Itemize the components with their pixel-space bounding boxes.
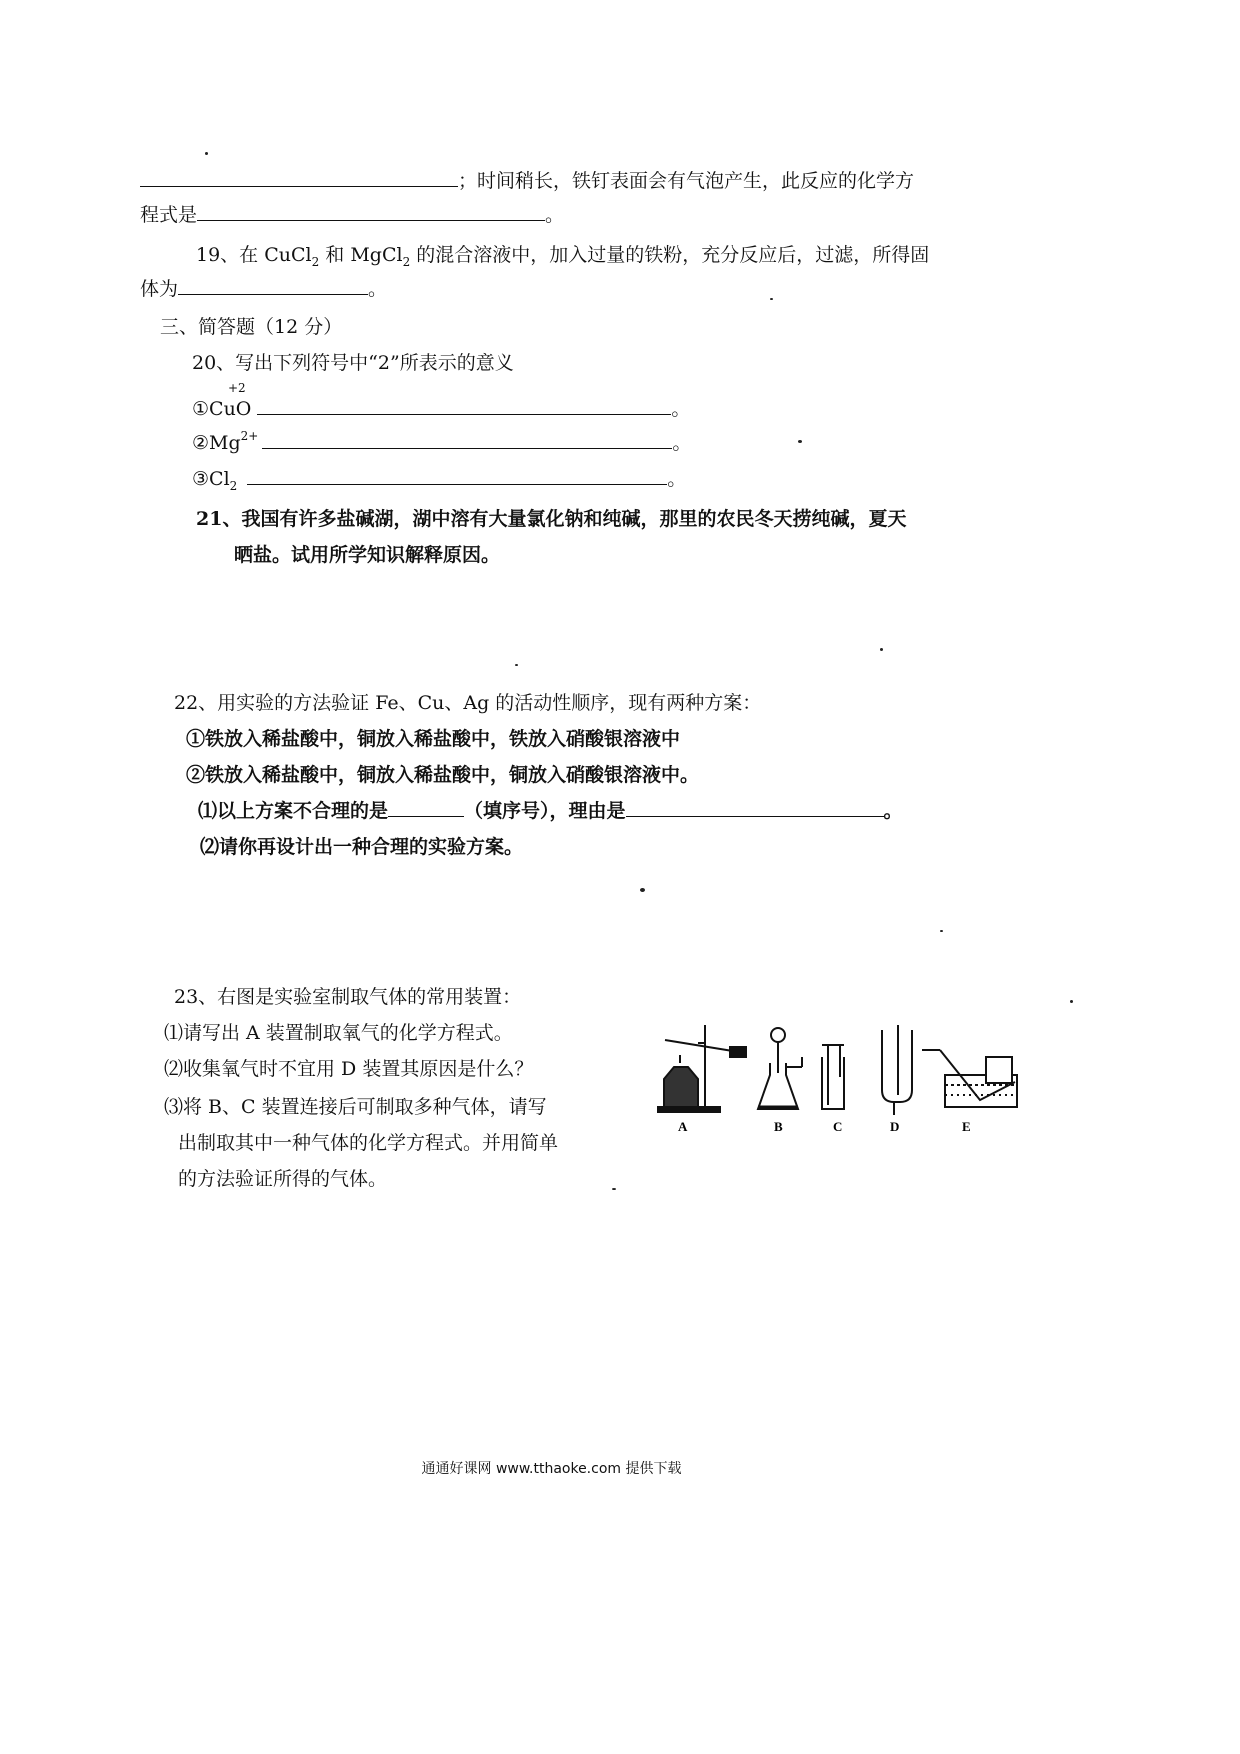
scan-speck xyxy=(640,888,645,892)
q18-blank-1[interactable] xyxy=(140,168,458,187)
figure-label-a: A xyxy=(678,1119,688,1134)
q20-item2-sup: 2+ xyxy=(240,429,259,443)
figure-label-c: C xyxy=(833,1119,843,1134)
scan-speck xyxy=(770,298,773,300)
apparatus-e xyxy=(922,1050,1017,1107)
q19-text-c: 的混合溶液中，加入过量的铁粉，充分反应后，过滤，所得固 xyxy=(410,244,930,266)
scan-speck xyxy=(1070,1000,1073,1003)
q20-item2-label: ②Mg xyxy=(192,432,241,454)
q19-line2-prefix: 体为 xyxy=(140,278,179,300)
q19-blank[interactable] xyxy=(178,276,368,295)
q19-text-a: 19、在 CuCl xyxy=(196,244,312,266)
q18-equation-line xyxy=(140,202,564,228)
q21-line-2: 晒盐。试用所学知识解释原因。 xyxy=(234,544,501,566)
q18-blank-2[interactable] xyxy=(197,202,545,221)
section-3-heading: 三、简答题（12 分） xyxy=(160,316,343,338)
footer-source: 通通好课网 www.tthaoke.com 提供下载 xyxy=(421,1461,682,1477)
q23-sub-1: ⑴请写出 A 装置制取氧气的化学方程式。 xyxy=(164,1022,513,1044)
q20-item1-label: ①CuO xyxy=(192,398,252,420)
figure-label-b: B xyxy=(774,1119,783,1134)
q22-sub1-prefix: ⑴以上方案不合理的是 xyxy=(198,800,389,822)
q22-sub1-end: 。 xyxy=(883,800,903,822)
q22-sub-1 xyxy=(198,798,903,824)
scan-speck xyxy=(612,1188,616,1190)
q20-item2-end: 。 xyxy=(672,432,692,454)
q22-sub-2: ⑵请你再设计出一种合理的实验方案。 xyxy=(200,836,524,858)
q19-sub-2: 2 xyxy=(402,255,411,269)
figure-label-e: E xyxy=(962,1119,971,1134)
apparatus-b xyxy=(758,1028,802,1109)
q19-text-b: 和 MgCl xyxy=(319,244,403,266)
q22-stem: 22、用实验的方法验证 Fe、Cu、Ag 的活动性顺序，现有两种方案： xyxy=(174,692,762,714)
q22-blank-reason[interactable] xyxy=(626,798,884,817)
scan-speck xyxy=(515,664,518,666)
q20-item3-end: 。 xyxy=(667,468,687,490)
q22-plan-1: ①铁放入稀盐酸中，铜放入稀盐酸中，铁放入硝酸银溶液中 xyxy=(186,728,681,750)
q18-answer-line xyxy=(140,168,914,194)
q22-plan-2: ②铁放入稀盐酸中，铜放入稀盐酸中，铜放入硝酸银溶液中。 xyxy=(186,764,700,786)
gas-apparatus-figure xyxy=(650,1015,1030,1140)
scan-speck xyxy=(880,648,883,651)
q18-line2-end: 。 xyxy=(545,204,565,226)
scan-speck xyxy=(798,440,802,443)
q20-cuo-valence: +2 xyxy=(228,381,246,395)
q20-item-3 xyxy=(192,466,686,494)
q19-sub-1: 2 xyxy=(311,255,320,269)
q23-sub-3-line-3: 的方法验证所得的气体。 xyxy=(178,1168,388,1190)
q20-item3-label: ③Cl xyxy=(192,468,230,490)
q19-stem xyxy=(196,242,929,270)
q22-sub1-mid: （填序号），理由是 xyxy=(464,800,626,822)
q20-stem: 20、写出下列符号中“2”所表示的意义 xyxy=(192,352,514,374)
apparatus-d xyxy=(882,1025,912,1115)
scan-speck xyxy=(205,152,208,155)
q20-item-1 xyxy=(192,396,690,422)
apparatus-c xyxy=(822,1045,844,1109)
q22-blank-seq[interactable] xyxy=(388,798,464,817)
q20-blank-3[interactable] xyxy=(247,466,667,485)
q19-line2-end: 。 xyxy=(368,278,388,300)
q18-line1-text: ；时间稍长，铁钉表面会有气泡产生，此反应的化学方 xyxy=(458,170,915,192)
q23-sub-2: ⑵收集氧气时不宜用 D 装置其原因是什么？ xyxy=(164,1058,534,1080)
figure-label-d: D xyxy=(890,1119,900,1134)
q20-item-2 xyxy=(192,430,691,458)
q20-item3-sub: 2 xyxy=(229,479,238,493)
apparatus-a xyxy=(658,1025,746,1112)
q23-sub-3-line-2: 出制取其中一种气体的化学方程式。并用简单 xyxy=(178,1132,559,1154)
scan-speck xyxy=(940,930,943,932)
q20-item1-end: 。 xyxy=(671,398,691,420)
q20-blank-1[interactable] xyxy=(257,396,671,415)
q21-line-1: 21、我国有许多盐碱湖，湖中溶有大量氯化钠和纯碱，那里的农民冬天捞纯碱，夏天 xyxy=(196,508,907,530)
q19-answer-line xyxy=(140,276,387,302)
q23-sub-3-line-1: ⑶将 B、C 装置连接后可制取多种气体，请写 xyxy=(164,1096,547,1118)
q20-blank-2[interactable] xyxy=(262,430,672,449)
q18-line2-prefix: 程式是 xyxy=(140,204,198,226)
q23-stem: 23、右图是实验室制取气体的常用装置： xyxy=(174,986,522,1008)
